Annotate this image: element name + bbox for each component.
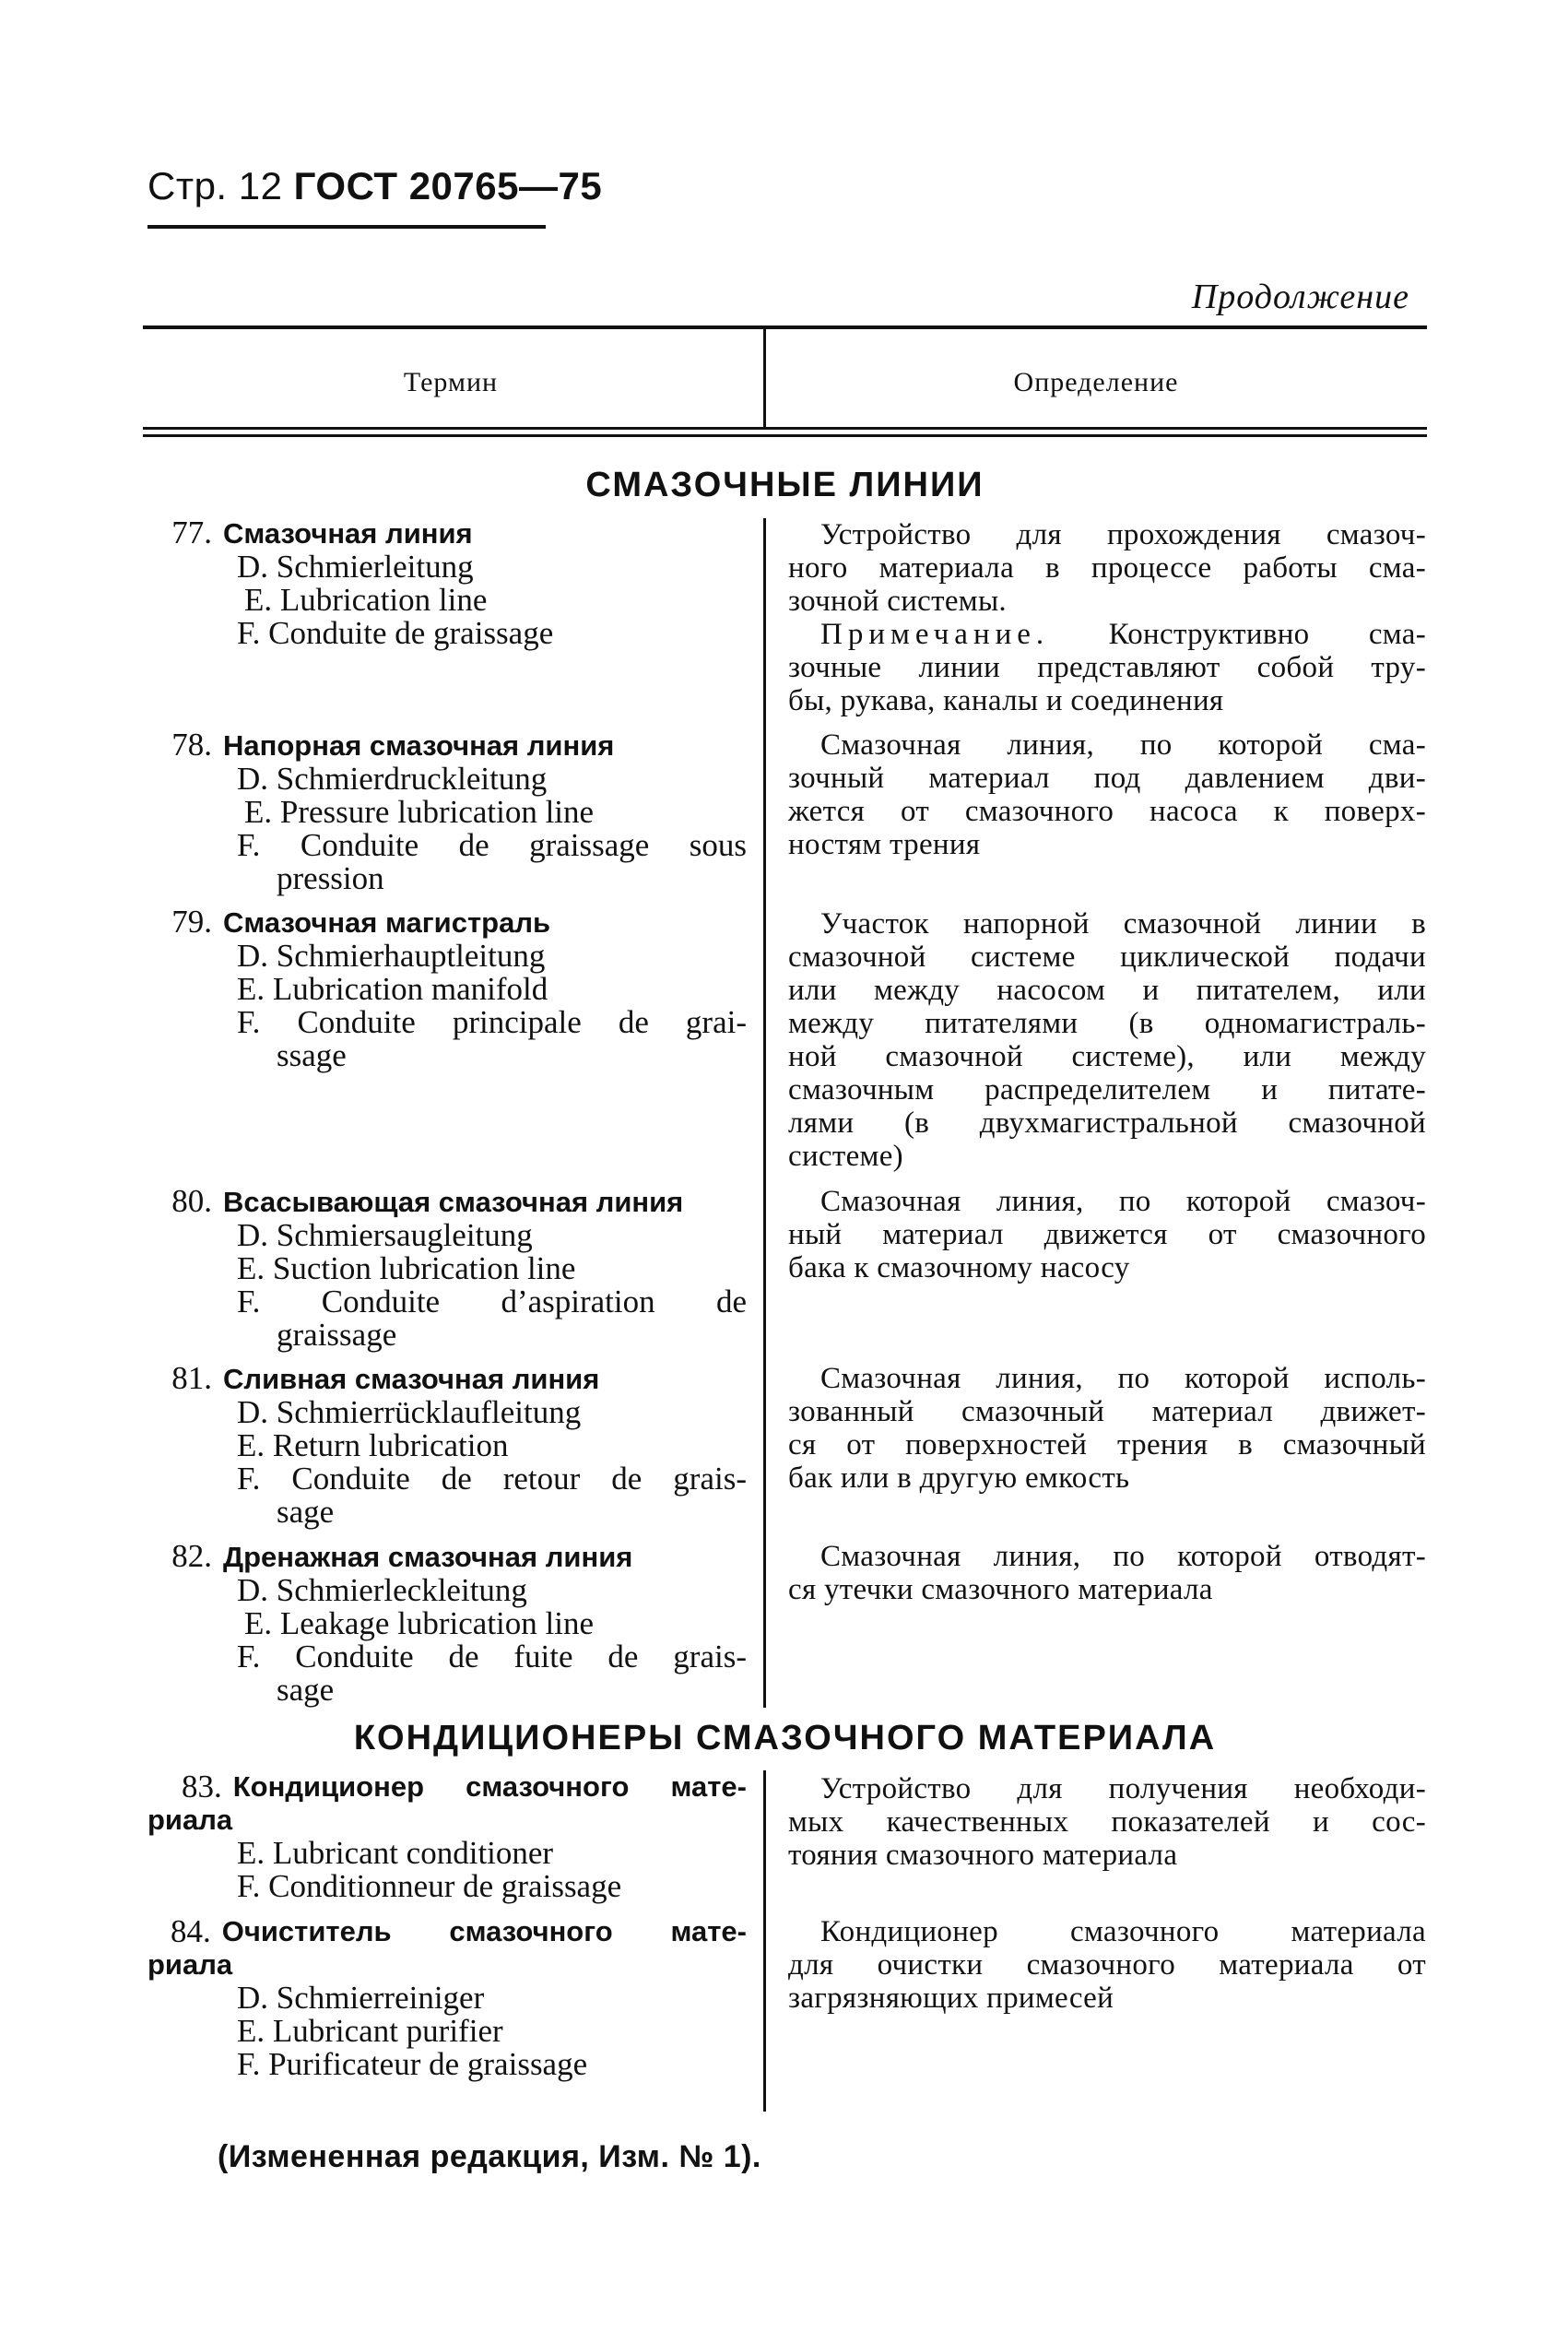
term-title: Всасывающая смазочная линия bbox=[223, 1186, 684, 1218]
header-rule-2 bbox=[143, 434, 1427, 437]
definition-line: зованный смазочный материал движет- bbox=[788, 1395, 1426, 1428]
definition-line: Смазочная линия, по которой отводят- bbox=[820, 1540, 1426, 1573]
term-title: Дренажная смазочная линия bbox=[223, 1541, 633, 1573]
definition-line: Устройство для получения необходи- bbox=[820, 1772, 1426, 1805]
definition-line: для очистки смазочного материала от bbox=[788, 1948, 1426, 1982]
definition-line: бы, рукава, каналы и соединения bbox=[788, 684, 1224, 717]
page-number: Стр. 12 bbox=[147, 164, 283, 207]
definition-line: ной смазочной системе), или между bbox=[788, 1040, 1426, 1073]
column-header-term: Термин bbox=[403, 367, 499, 397]
term-title: Смазочная линия bbox=[223, 517, 473, 550]
definition-line: Смазочная линия, по которой сма- bbox=[820, 728, 1426, 762]
term-french: F. Conduite de graissage bbox=[237, 615, 554, 651]
definition-line: жется от смазочного насоса к поверх- bbox=[788, 795, 1426, 828]
term-french: F. Conduite d’aspiration de bbox=[237, 1284, 747, 1319]
section-heading-lubrication-lines: СМАЗОЧНЫЕ ЛИНИИ bbox=[585, 466, 984, 504]
term-english: E. Lubricant purifier bbox=[237, 2013, 503, 2049]
term-number: 78. bbox=[171, 727, 212, 763]
amendment-note: (Измененная редакция, Изм. № 1). bbox=[218, 2139, 761, 2174]
column-divider-section-1 bbox=[763, 518, 766, 1708]
definition-83 bbox=[788, 1772, 1426, 1872]
definition-line: бака к смазочному насосу bbox=[788, 1251, 1130, 1284]
term-84 bbox=[147, 1915, 747, 2081]
term-english: E. Lubrication manifold bbox=[237, 971, 548, 1007]
term-english: E. Pressure lubrication line bbox=[244, 794, 595, 830]
term-french-cont: sage bbox=[277, 1494, 335, 1530]
definition-line: загрязняющих примесей bbox=[788, 1982, 1114, 2015]
definition-79 bbox=[788, 907, 1426, 1173]
term-78 bbox=[147, 728, 747, 895]
table-top-rule bbox=[143, 325, 1427, 329]
definition-line: Смазочная линия, по которой исполь- bbox=[820, 1362, 1426, 1395]
term-german: D. Schmierleckleitung bbox=[237, 1572, 527, 1608]
term-french: F. Conditionneur de graissage bbox=[237, 1868, 622, 1904]
definition-80 bbox=[788, 1185, 1426, 1284]
definition-line: лями (в двухмагистральной смазочной bbox=[788, 1106, 1426, 1140]
term-english: E. Leakage lubrication line bbox=[244, 1605, 595, 1641]
page-header bbox=[147, 164, 602, 208]
term-french-cont: ssage bbox=[277, 1037, 347, 1073]
definition-line: мых качественных показателей и сос- bbox=[788, 1805, 1426, 1839]
header-rule-1 bbox=[143, 427, 1427, 430]
term-title: Очиститель смазочного мате- bbox=[221, 1915, 747, 1947]
term-79 bbox=[147, 905, 747, 1072]
term-french: F. Conduite de retour de grais- bbox=[237, 1461, 747, 1497]
column-header-definition: Определение bbox=[1013, 367, 1179, 397]
term-french-cont: graissage bbox=[277, 1317, 397, 1353]
term-77 bbox=[147, 516, 747, 650]
term-title: Напорная смазочная линия bbox=[223, 729, 615, 762]
definition-line: смазочным распределителем и питате- bbox=[788, 1073, 1426, 1106]
definition-81 bbox=[788, 1362, 1426, 1495]
definition-line: тояния смазочного материала bbox=[788, 1839, 1178, 1872]
term-81 bbox=[147, 1362, 747, 1529]
definition-line: ся от поверхностей трения в смазочный bbox=[788, 1428, 1426, 1461]
definition-line: ный материал движется от смазочного bbox=[788, 1218, 1426, 1251]
term-french-cont: sage bbox=[277, 1672, 335, 1708]
definition-line: ностям трения bbox=[788, 828, 981, 861]
term-french: F. Conduite de graissage sous bbox=[237, 827, 747, 863]
term-title: Сливная смазочная линия bbox=[223, 1363, 600, 1395]
term-82 bbox=[147, 1540, 747, 1707]
term-english: E. Return lubrication bbox=[237, 1427, 509, 1463]
term-english: E. Lubricant conditioner bbox=[237, 1835, 554, 1871]
definition-77 bbox=[788, 518, 1426, 717]
term-number: 84. bbox=[171, 1913, 211, 1949]
definition-line: ного материала в процессе работы сма- bbox=[788, 551, 1426, 585]
term-title-cont: риала bbox=[147, 1804, 233, 1836]
term-number: 79. bbox=[171, 904, 212, 940]
definition-line: ся утечки смазочного материала bbox=[788, 1573, 1213, 1606]
term-german: D. Schmierrücklaufleitung bbox=[237, 1394, 582, 1430]
definition-note bbox=[788, 618, 1426, 651]
definition-78 bbox=[788, 728, 1426, 861]
term-number: 81. bbox=[171, 1360, 212, 1396]
term-83 bbox=[147, 1770, 747, 1903]
column-divider-section-2 bbox=[763, 1770, 766, 2112]
term-english: E. Lubrication line bbox=[244, 582, 488, 618]
definition-84 bbox=[788, 1915, 1426, 2015]
term-german: D. Schmiersaugleitung bbox=[237, 1217, 533, 1253]
term-french: F. Purificateur de graissage bbox=[237, 2046, 588, 2082]
term-french: F. Conduite principale de grai- bbox=[237, 1004, 747, 1040]
definition-line: системе) bbox=[788, 1140, 903, 1173]
term-number: 83. bbox=[182, 1769, 222, 1804]
definition-line: между питателями (в одномагистраль- bbox=[788, 1007, 1426, 1040]
term-number: 77. bbox=[171, 515, 212, 550]
definition-line: бак или в другую емкость bbox=[788, 1461, 1130, 1495]
definition-line: Смазочная линия, по которой смазоч- bbox=[820, 1185, 1426, 1218]
note-text: Конструктивно сма- bbox=[1049, 618, 1426, 651]
term-french-cont: pression bbox=[277, 860, 384, 896]
term-title: Кондиционер смазочного мате- bbox=[232, 1770, 747, 1803]
term-german: D. Schmierreiniger bbox=[237, 1980, 485, 2016]
term-english: E. Suction lubrication line bbox=[237, 1250, 576, 1286]
definition-line: Участок напорной смазочной линии в bbox=[820, 907, 1426, 941]
definition-line: смазочной системе циклической подачи bbox=[788, 941, 1426, 974]
definition-line: или между насосом и питателем, или bbox=[788, 974, 1426, 1007]
term-number: 80. bbox=[171, 1183, 212, 1219]
standard-number: ГОСТ 20765—75 bbox=[293, 164, 603, 207]
header-underline bbox=[147, 225, 546, 229]
term-german: D. Schmierleitung bbox=[237, 549, 474, 585]
term-80 bbox=[147, 1185, 747, 1352]
term-german: D. Schmierhauptleitung bbox=[237, 938, 546, 974]
definition-line: зочные линии представляют собой тру- bbox=[788, 651, 1426, 684]
term-german: D. Schmierdruckleitung bbox=[237, 761, 548, 797]
note-label: Примечание. bbox=[820, 618, 1050, 651]
continuation-label: Продолжение bbox=[1191, 278, 1409, 316]
term-title-cont: риала bbox=[147, 1948, 233, 1981]
definition-line: зочный материал под давлением дви- bbox=[788, 762, 1426, 795]
term-french: F. Conduite de fuite de grais- bbox=[237, 1639, 747, 1674]
definition-82 bbox=[788, 1540, 1426, 1606]
term-title: Смазочная магистраль bbox=[223, 906, 551, 939]
definition-line: зочной системы. bbox=[788, 585, 1007, 618]
section-heading-conditioners: КОНДИЦИОНЕРЫ СМАЗОЧНОГО МАТЕРИАЛА bbox=[353, 1719, 1217, 1757]
definition-line: Устройство для прохождения смазоч- bbox=[820, 518, 1426, 551]
term-number: 82. bbox=[171, 1538, 212, 1574]
definition-line: Кондиционер смазочного материала bbox=[820, 1915, 1426, 1948]
